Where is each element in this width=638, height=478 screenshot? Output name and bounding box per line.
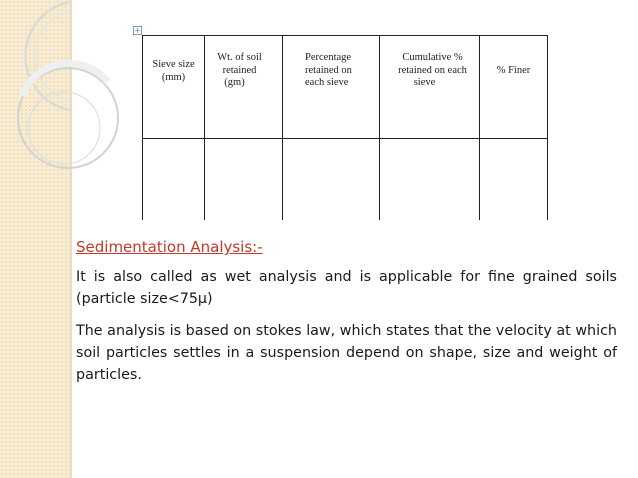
header-sieve-size: Sieve size (mm)	[143, 36, 205, 139]
table-cell	[380, 139, 480, 221]
table-move-handle-icon[interactable]: +	[134, 26, 141, 35]
paragraph-wet-analysis: It is also called as wet analysis and is applicable for fine grained soils (particle size<75µ)	[76, 269, 617, 307]
sieve-analysis-table	[142, 35, 548, 220]
paragraph-stokes-law: The analysis is based on stokes law, which states that the velocity at which soil particles settles in a suspension depend on shape, size and weight of particles.	[76, 323, 617, 383]
table-cell	[205, 139, 283, 221]
table-cell	[480, 139, 548, 221]
table-cell	[143, 139, 205, 221]
section-title: Sedimentation Analysis:-	[76, 238, 263, 256]
table-header-row	[143, 36, 548, 139]
header-cumulative-retained: Cumulative % retained on each sieve	[380, 36, 480, 139]
header-weight-retained: Wt. of soil retained (gm)	[205, 36, 283, 139]
header-percentage-retained: Percentage retained on each sieve	[283, 36, 380, 139]
table-cell	[283, 139, 380, 221]
header-percent-finer: % Finer	[480, 36, 548, 139]
table-empty-row	[143, 139, 548, 221]
